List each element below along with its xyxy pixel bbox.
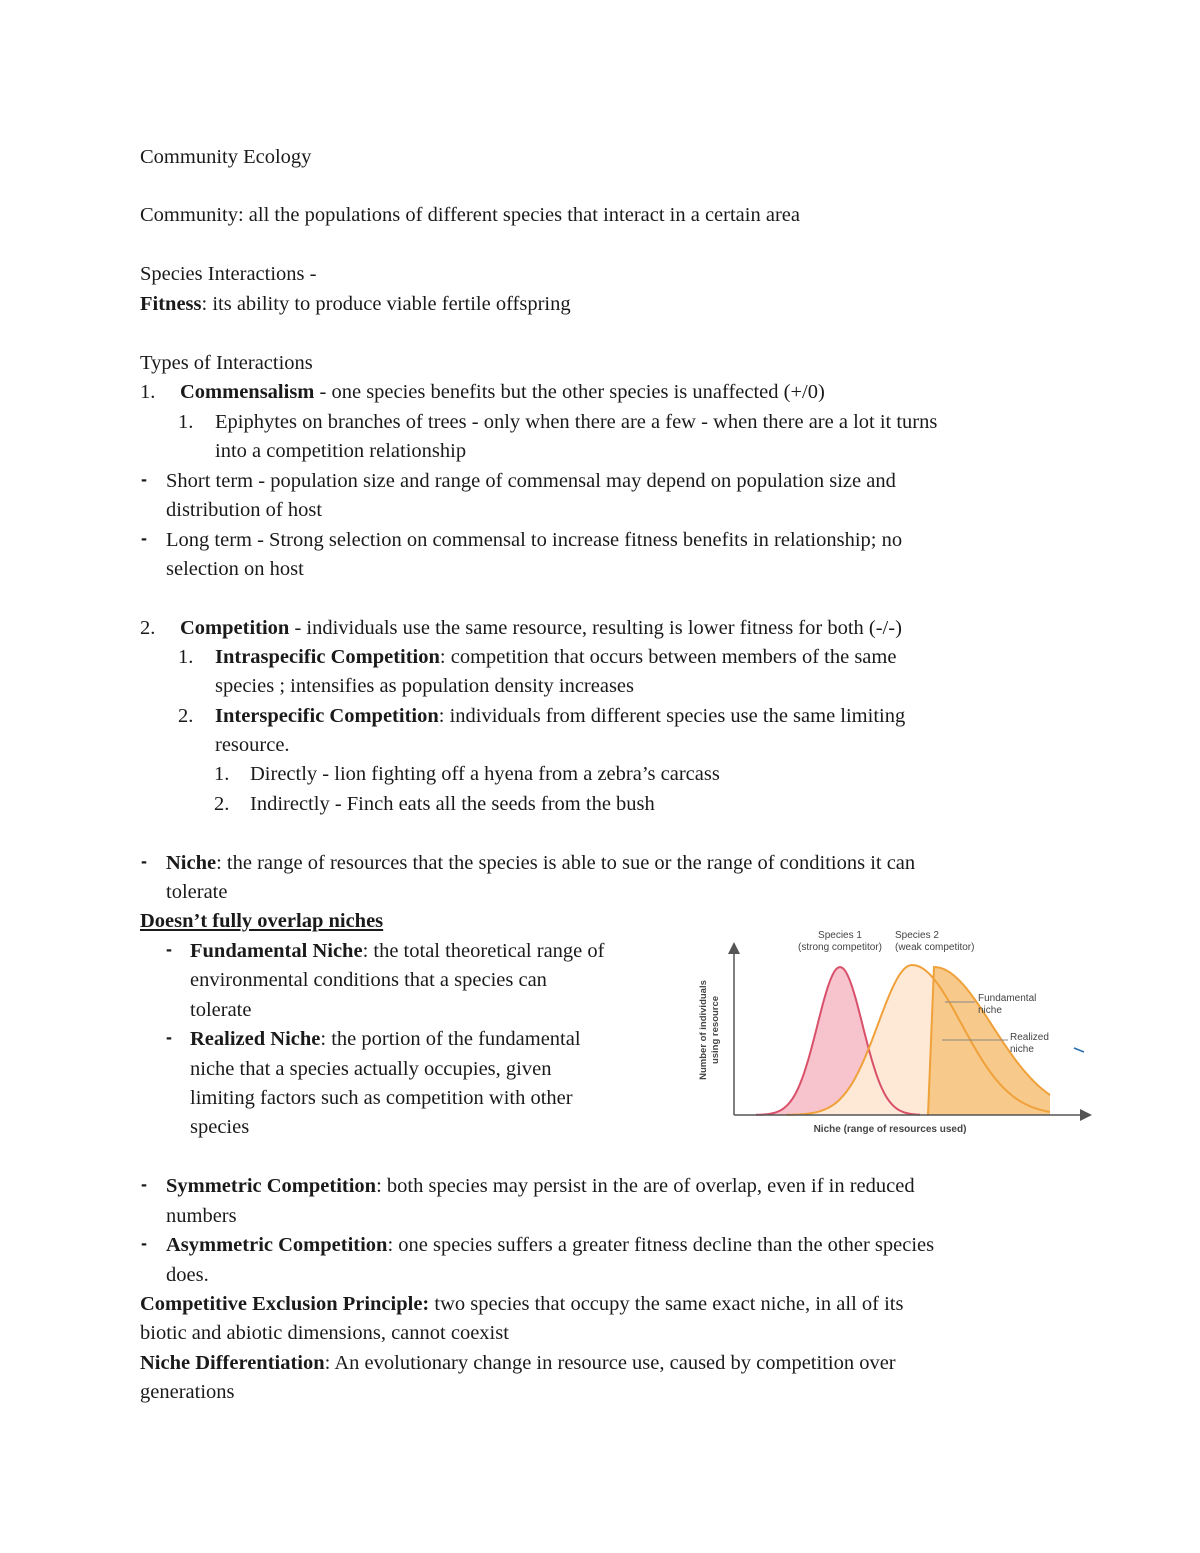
species1-name: Species 1 xyxy=(818,930,862,941)
competition-item xyxy=(180,614,902,644)
short-term-line2: distribution of host xyxy=(166,499,323,521)
fundamental-term: Fundamental Niche xyxy=(190,940,363,962)
commensalism-item xyxy=(180,378,825,408)
symmetric-def: : both species may persist in the are of overlap, even if in reduced xyxy=(376,1175,915,1197)
epiphytes-line1: Epiphytes on branches of trees - only when there are a few - when there are a lot it turns xyxy=(215,411,938,433)
bullet-dash: - xyxy=(141,1174,147,1194)
differentiation-term: Niche Differentiation xyxy=(140,1352,325,1374)
species2-note: (weak competitor) xyxy=(895,942,975,953)
community-definition xyxy=(140,201,800,231)
intraspecific-line2: species ; intensifies as population density increases xyxy=(215,675,635,697)
bullet-dash: - xyxy=(141,469,147,489)
side-arrow-icon xyxy=(1074,1048,1084,1052)
intraspecific-def: : competition that occurs between members of the same xyxy=(439,646,897,668)
asymmetric-def: : one species suffers a greater fitness decline than the other species xyxy=(387,1234,935,1256)
species2-name: Species 2 xyxy=(895,930,939,941)
intraspecific-line1 xyxy=(215,643,896,673)
community-def: : all the populations of different species that interact in a certain area xyxy=(237,204,800,226)
fundamental-line1 xyxy=(190,937,604,967)
list-number: 2. xyxy=(178,705,194,727)
fundamental-label-line2: niche xyxy=(978,1005,1002,1016)
realized-line4: species xyxy=(190,1116,250,1138)
symmetric-line2: numbers xyxy=(166,1205,237,1227)
interspecific-line2: resource. xyxy=(215,734,290,756)
commensalism-def: - one species benefits but the other species is unaffected (+/0) xyxy=(314,381,825,403)
asymmetric-line1 xyxy=(166,1231,934,1261)
list-number: 1. xyxy=(178,411,194,433)
niche-def: : the range of resources that the species is able to sue or the range of conditions it can xyxy=(216,852,916,874)
symmetric-term: Symmetric Competition xyxy=(166,1175,377,1197)
list-number: 2. xyxy=(140,617,156,639)
competition-term: Competition xyxy=(180,617,290,639)
intraspecific-term: Intraspecific Competition xyxy=(215,646,440,668)
niche-figure xyxy=(690,920,1095,1140)
bullet-dash: - xyxy=(141,851,147,871)
realized-line2: niche that a species actually occupies, given xyxy=(190,1058,552,1080)
realized-label-line1: Realized xyxy=(1010,1032,1049,1043)
long-term-line2: selection on host xyxy=(166,558,304,580)
bullet-dash: - xyxy=(141,1233,147,1253)
realized-line1 xyxy=(190,1025,581,1055)
realized-term: Realized Niche xyxy=(190,1028,321,1050)
y-axis-label-line2: using resource xyxy=(710,995,721,1065)
fundamental-label-line1: Fundamental xyxy=(978,993,1037,1004)
species1-note: (strong competitor) xyxy=(798,942,882,953)
interspecific-term: Interspecific Competition xyxy=(215,705,439,727)
fundamental-line3: tolerate xyxy=(190,999,252,1021)
short-term-line1: Short term - population size and range of commensal may depend on population size and xyxy=(166,470,896,492)
types-heading: Types of Interactions xyxy=(140,352,313,374)
exclusion-line2: biotic and abiotic dimensions, cannot coexist xyxy=(140,1322,509,1344)
exclusion-def: two species that occupy the same exact niche, in all of its xyxy=(429,1293,904,1315)
niche-term: Niche xyxy=(166,852,217,874)
directly-item: Directly - lion fighting off a hyena from a zebra’s carcass xyxy=(250,763,720,785)
x-axis-label: Niche (range of resources used) xyxy=(813,1124,967,1135)
niche-line1 xyxy=(166,849,915,879)
asymmetric-term: Asymmetric Competition xyxy=(166,1234,388,1256)
list-number: 1. xyxy=(178,646,194,668)
y-axis-label-line1: Number of individuals xyxy=(698,980,709,1080)
exclusion-line1 xyxy=(140,1290,903,1320)
asymmetric-line2: does. xyxy=(166,1264,209,1286)
overlap-heading: Doesn’t fully overlap niches xyxy=(140,910,384,932)
bullet-dash: - xyxy=(166,939,172,959)
list-number: 1. xyxy=(140,381,156,403)
symmetric-line1 xyxy=(166,1172,915,1202)
exclusion-term: Competitive Exclusion Principle: xyxy=(140,1293,430,1315)
commensalism-term: Commensalism xyxy=(180,381,315,403)
species-interactions-heading: Species Interactions - xyxy=(140,263,317,285)
niche-line2: tolerate xyxy=(166,881,228,903)
fundamental-line2: environmental conditions that a species can xyxy=(190,969,547,991)
long-term-line1: Long term - Strong selection on commensal to increase fitness benefits in relationship; no xyxy=(166,529,903,551)
indirectly-item: Indirectly - Finch eats all the seeds from the bush xyxy=(250,793,655,815)
differentiation-line2: generations xyxy=(140,1381,235,1403)
differentiation-line1 xyxy=(140,1349,896,1379)
list-number: 2. xyxy=(214,793,230,815)
fundamental-def: : the total theoretical range of xyxy=(362,940,605,962)
realized-line3: limiting factors such as competition with other xyxy=(190,1087,573,1109)
realized-def: : the portion of the fundamental xyxy=(320,1028,581,1050)
bullet-dash: - xyxy=(141,528,147,548)
fitness-def: : its ability to produce viable fertile offspring xyxy=(201,293,571,315)
competition-def: - individuals use the same resource, resulting is lower fitness for both (-/-) xyxy=(289,617,902,639)
realized-label-line2: niche xyxy=(1010,1044,1034,1055)
list-number: 1. xyxy=(214,763,230,785)
interspecific-def: : individuals from different species use the same limiting xyxy=(438,705,906,727)
bullet-dash: - xyxy=(166,1027,172,1047)
fitness-definition xyxy=(140,290,571,320)
epiphytes-line2: into a competition relationship xyxy=(215,440,467,462)
fitness-term: Fitness xyxy=(140,293,202,315)
page-title: Community Ecology xyxy=(140,146,312,168)
interspecific-line1 xyxy=(215,702,905,732)
differentiation-def: : An evolutionary change in resource use, caused by competition over xyxy=(324,1352,896,1374)
community-term: Community xyxy=(140,204,238,226)
